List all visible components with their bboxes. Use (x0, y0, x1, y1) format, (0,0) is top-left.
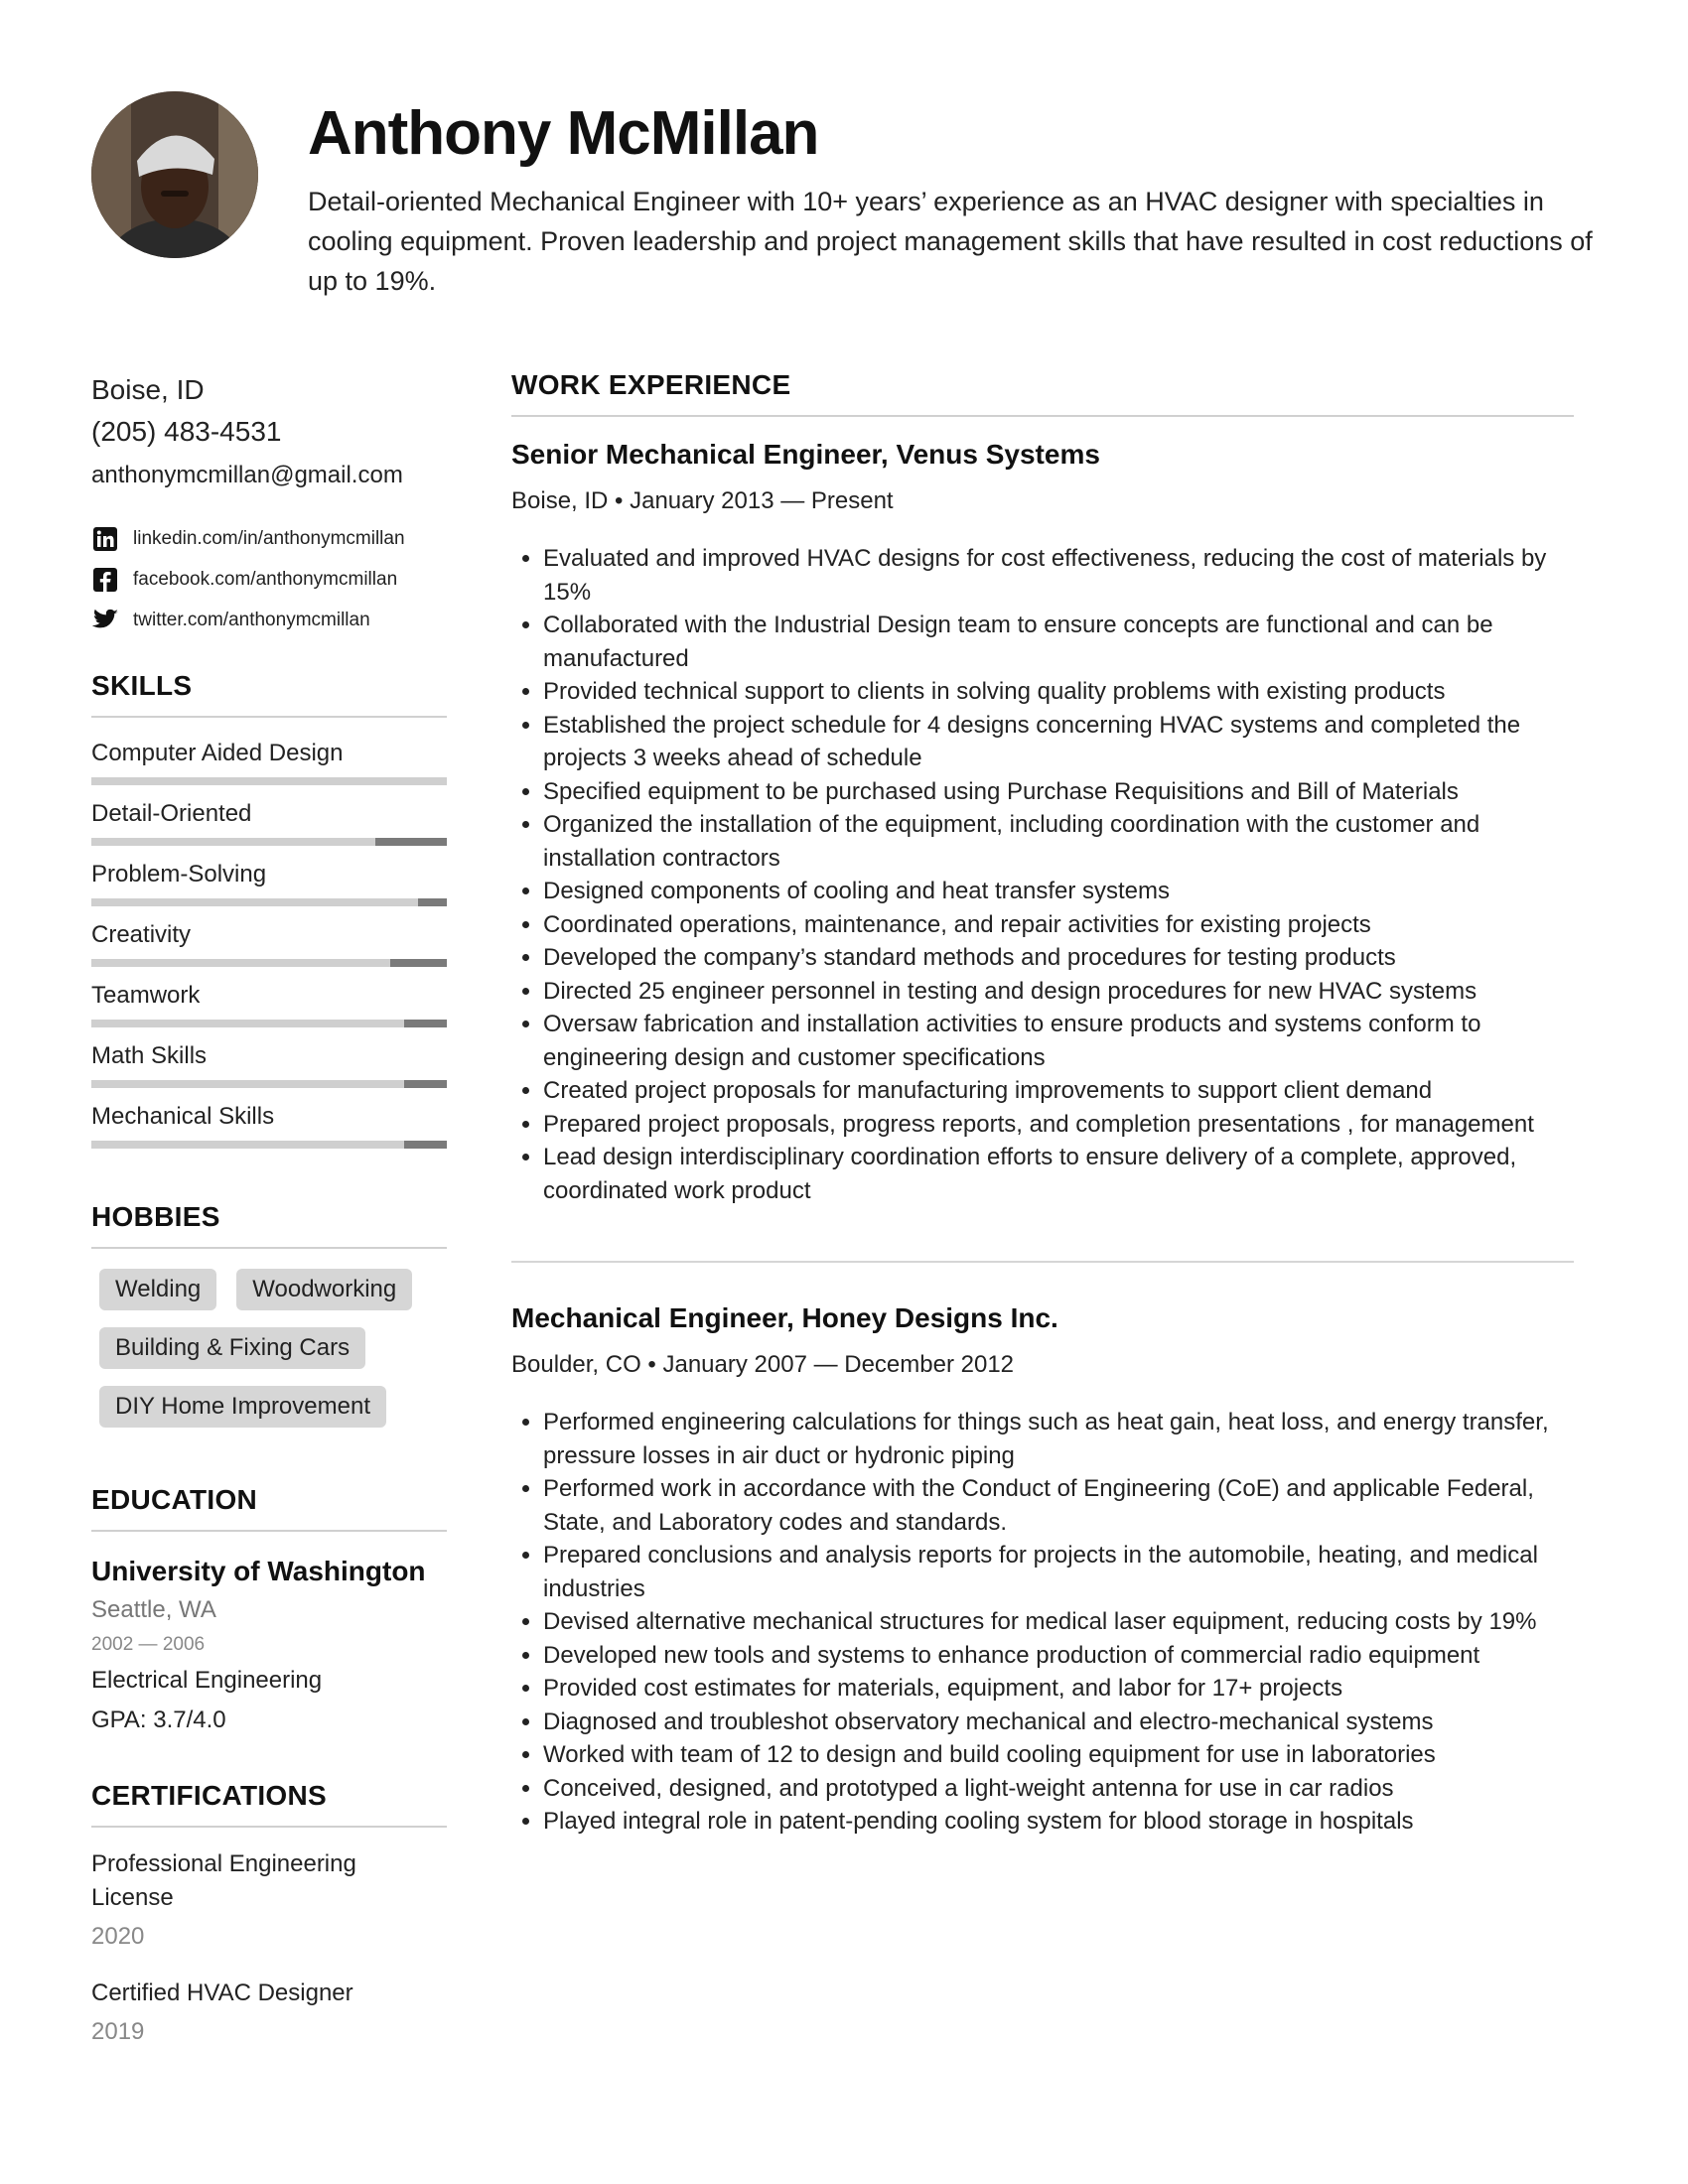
education-location: Seattle, WA (91, 1596, 216, 1623)
hobby-chip: Building & Fixing Cars (99, 1327, 365, 1369)
skill-level-fill (91, 1141, 404, 1149)
skill-label: Teamwork (91, 982, 201, 1009)
certification-item (91, 1977, 447, 2054)
skill-level-bar (91, 898, 447, 906)
job-bullet: • Coordinated operations, maintenance, and repair activities for existing projects (543, 908, 1574, 942)
skill-level-bar (91, 1020, 447, 1027)
skill-label: Problem-Solving (91, 861, 267, 887)
education-field: Electrical Engineering (91, 1667, 323, 1694)
hobby-chips (91, 1269, 447, 1444)
job-title: Mechanical Engineer, Honey Designs Inc. (511, 1302, 1058, 1333)
education-heading: EDUCATION (91, 1484, 447, 1532)
certifications-section (91, 1780, 447, 2054)
contact-email[interactable]: anthonymcmillan@gmail.com (91, 462, 403, 488)
job-entry (511, 1298, 1574, 1839)
certification-name: Professional Engineering License (91, 1850, 356, 1911)
job-bullet: • Provided cost estimates for materials, equipment, and labor for 17+ projects (543, 1672, 1574, 1706)
job-title: Senior Mechanical Engineer, Venus Systems (511, 439, 1100, 470)
skills-section (91, 670, 447, 1161)
job-bullet: • Established the project schedule for 4 designs concerning HVAC systems and completed the projects 3 weeks ahead of schedule (543, 709, 1574, 775)
job-meta: Boulder, CO • January 2007 — December 2012 (511, 1351, 1015, 1378)
job-bullet: • Diagnosed and troubleshot observatory mechanical and electro-mechanical systems (543, 1706, 1574, 1739)
skill-level-bar (91, 1141, 447, 1149)
hobby-chip: Welding (99, 1269, 216, 1310)
skill-level-fill (91, 1020, 404, 1027)
job-bullet: • Provided technical support to clients in solving quality problems with existing products (543, 675, 1574, 709)
certification-item (91, 1847, 447, 1959)
skill-label: Computer Aided Design (91, 740, 344, 766)
linkedin-icon (91, 525, 119, 553)
skill-level-fill (91, 838, 375, 846)
hobby-chip: Woodworking (236, 1269, 412, 1310)
skill-item (91, 859, 447, 919)
section-divider (511, 1261, 1574, 1263)
skills-list (91, 738, 447, 1161)
skill-item (91, 980, 447, 1040)
facebook-icon (91, 566, 119, 594)
certification-year: 2019 (91, 2018, 145, 2045)
skill-level-bar (91, 1080, 447, 1088)
job-bullet: • Lead design interdisciplinary coordination efforts to ensure delivery of a complete, approved, coordinated work product (543, 1141, 1574, 1207)
facebook-link-text: facebook.com/anthonymcmillan (133, 568, 398, 590)
skill-level-fill (91, 1080, 404, 1088)
skill-level-fill (91, 898, 418, 906)
social-links (91, 518, 447, 640)
job-bullets (511, 542, 1574, 1207)
twitter-icon (91, 607, 119, 634)
skill-item (91, 1101, 447, 1161)
skill-item (91, 919, 447, 980)
skill-item (91, 1040, 447, 1101)
contact-phone: (205) 483-4531 (91, 416, 282, 447)
profile-photo (91, 91, 258, 258)
job-bullet: • Performed work in accordance with the Conduct of Engineering (CoE) and applicable Federal, State, and Laboratory codes and standards. (543, 1472, 1574, 1539)
job-bullet: • Developed new tools and systems to enhance production of commercial radio equipment (543, 1639, 1574, 1673)
job-bullet: • Created project proposals for manufacturing improvements to support client demand (543, 1074, 1574, 1108)
job-bullet: • Performed engineering calculations for things such as heat gain, heat loss, and energy transfer, pressure losses in air duct or hydronic piping (543, 1406, 1574, 1472)
skill-level-fill (91, 959, 390, 967)
job-bullet: • Directed 25 engineer personnel in testing and design procedures for new HVAC systems (543, 975, 1574, 1009)
sidebar (91, 369, 447, 2072)
professional-summary: Detail-oriented Mechanical Engineer with 10+ years’ experience as an HVAC designer with specialties in cooling equipment. Proven leadership and project management skills that have resulted in cost reductions of up to 19%. (308, 187, 1593, 296)
education-years: 2002 — 2006 (91, 1634, 206, 1655)
job-bullet: • Prepared project proposals, progress reports, and completion presentations , for management (543, 1108, 1574, 1142)
skill-item (91, 798, 447, 859)
linkedin-link[interactable] (91, 518, 447, 559)
job-bullet: • Evaluated and improved HVAC designs for cost effectiveness, reducing the cost of materials by 15% (543, 542, 1574, 609)
job-bullet: • Organized the installation of the equipment, including coordination with the customer and installation contractors (543, 808, 1574, 875)
skill-label: Detail-Oriented (91, 800, 252, 827)
twitter-link-text: twitter.com/anthonymcmillan (133, 609, 370, 630)
candidate-name: Anthony McMillan (308, 99, 819, 168)
skill-label: Creativity (91, 921, 192, 948)
education-gpa: GPA: 3.7/4.0 (91, 1706, 226, 1733)
education-section (91, 1484, 447, 1740)
skill-item (91, 738, 447, 798)
facebook-link[interactable] (91, 559, 447, 600)
skills-heading: SKILLS (91, 670, 447, 718)
hobby-chip: DIY Home Improvement (99, 1386, 386, 1428)
skill-level-fill (91, 777, 447, 785)
job-bullet: • Specified equipment to be purchased using Purchase Requisitions and Bill of Materials (543, 775, 1574, 809)
job-entry (511, 435, 1574, 1207)
job-bullet: • Collaborated with the Industrial Design team to ensure concepts are functional and can be manufactured (543, 609, 1574, 675)
job-bullet: • Played integral role in patent-pending cooling system for blood storage in hospitals (543, 1805, 1574, 1839)
resume-header (0, 0, 1688, 328)
profile-photo-image (91, 91, 258, 258)
certification-name: Certified HVAC Designer (91, 1979, 353, 2006)
skill-level-bar (91, 838, 447, 846)
skill-label: Mechanical Skills (91, 1103, 275, 1130)
job-bullet: • Prepared conclusions and analysis reports for projects in the automobile, heating, and medical industries (543, 1539, 1574, 1605)
linkedin-link-text: linkedin.com/in/anthonymcmillan (133, 527, 405, 549)
job-meta: Boise, ID • January 2013 — Present (511, 487, 894, 514)
main-content (511, 369, 1574, 1839)
hobbies-section (91, 1201, 447, 1444)
work-experience-heading: WORK EXPERIENCE (511, 369, 1574, 417)
job-bullet: • Conceived, designed, and prototyped a light-weight antenna for use in car radios (543, 1772, 1574, 1806)
contact-location: Boise, ID (91, 374, 205, 405)
job-bullet: • Devised alternative mechanical structures for medical laser equipment, reducing costs by 19% (543, 1605, 1574, 1639)
job-bullet: • Worked with team of 12 to design and build cooling equipment for use in laboratories (543, 1738, 1574, 1772)
twitter-link[interactable] (91, 600, 447, 640)
job-bullet: • Developed the company’s standard methods and procedures for testing products (543, 941, 1574, 975)
certifications-heading: CERTIFICATIONS (91, 1780, 447, 1828)
hobbies-heading: HOBBIES (91, 1201, 447, 1249)
job-bullets (511, 1406, 1574, 1839)
education-school: University of Washington (91, 1556, 426, 1586)
skill-level-bar (91, 959, 447, 967)
certification-year: 2020 (91, 1923, 145, 1950)
skill-level-bar (91, 777, 447, 785)
job-bullet: • Designed components of cooling and heat transfer systems (543, 875, 1574, 908)
job-bullet: • Oversaw fabrication and installation activities to ensure products and systems conform to engineering design and customer specifications (543, 1008, 1574, 1074)
contact-info (91, 369, 447, 496)
skill-label: Math Skills (91, 1042, 208, 1069)
